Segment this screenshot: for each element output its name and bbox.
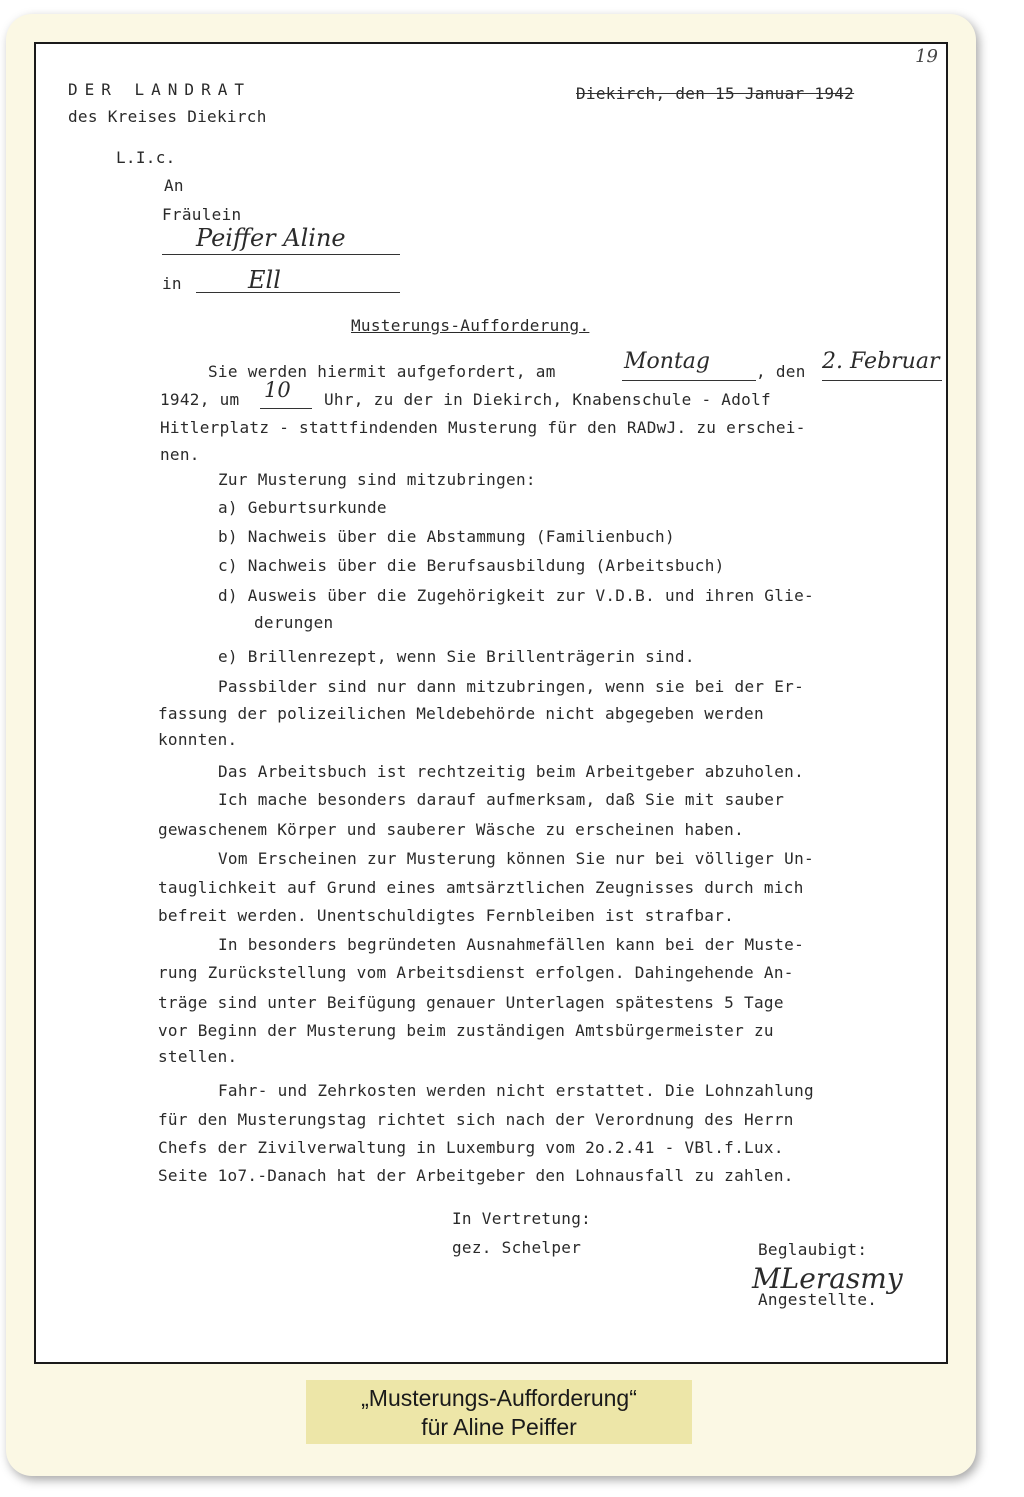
recipient-salutation: Fräulein — [162, 205, 242, 224]
handwritten-date: 2. Februar — [822, 349, 940, 374]
caption-subtitle: für Aline Peiffer — [421, 1414, 577, 1440]
body-line: fassung der polizeilichen Meldebehörde nicht abgegeben werden — [158, 704, 764, 723]
body-line: vor Beginn der Musterung beim zuständigen Amtsbürgermeister zu — [158, 1021, 774, 1040]
item-e: e) Brillenrezept, wenn Sie Brillenträgerin sind. — [218, 647, 695, 666]
invitation-line-5: nen. — [160, 445, 200, 464]
recipient-to: An — [164, 176, 184, 195]
item-d-continued: derungen — [254, 613, 334, 632]
handwritten-day: Montag — [624, 349, 710, 374]
invitation-line-2: 1942, um — [160, 390, 240, 409]
body-line: Ich mache besonders darauf aufmerksam, daß Sie mit sauber — [218, 790, 785, 809]
item-d: d) Ausweis über die Zugehörigkeit zur V.D.B. und ihren Glie- — [218, 586, 814, 605]
signed-by: gez. Schelper — [452, 1238, 582, 1257]
invitation-line-1: Sie werden hiermit aufgefordert, am — [208, 362, 556, 381]
body-line: In besonders begründeten Ausnahmefällen kann bei der Muste- — [218, 935, 805, 954]
caption — [306, 1380, 692, 1444]
hour-line — [260, 408, 312, 409]
deputy-label: In Vertretung: — [452, 1209, 592, 1228]
signature: MLerasmy — [752, 1262, 903, 1295]
item-c: c) Nachweis über die Berufsausbildung (Arbeitsbuch) — [218, 556, 725, 575]
place-date: Diekirch, den 15 Januar 1942 — [576, 84, 855, 103]
body-line: stellen. — [158, 1047, 238, 1066]
item-b: b) Nachweis über die Abstammung (Familienbuch) — [218, 527, 675, 546]
invitation-line-4: Hitlerplatz - stattfindenden Musterung für den RADwJ. zu erschei- — [160, 418, 806, 437]
body-line: Vom Erscheinen zur Musterung können Sie nur bei völliger Un- — [218, 849, 814, 868]
invitation-date-label: , den — [756, 362, 806, 381]
body-line: gewaschenem Körper und sauberer Wäsche zu erscheinen haben. — [158, 820, 745, 839]
body-line: für den Musterungstag richtet sich nach der Verordnung des Herrn — [158, 1110, 794, 1129]
recipient-in-label: in — [162, 274, 182, 293]
body-line: befreit werden. Unentschuldigtes Fernbleiben ist strafbar. — [158, 906, 735, 925]
reference-code: L.I.c. — [116, 148, 176, 167]
recipient-name: Peiffer Aline — [196, 224, 346, 252]
authority-district: des Kreises Diekirch — [68, 107, 267, 126]
invitation-line-3: Uhr, zu der in Diekirch, Knabenschule - Adolf — [324, 390, 771, 409]
day-line — [622, 380, 756, 381]
body-line: Seite 1o7.-Danach hat der Arbeitgeber den Lohnausfall zu zahlen. — [158, 1166, 794, 1185]
handwritten-hour: 10 — [264, 378, 291, 402]
body-line: konnten. — [158, 730, 238, 749]
body-line: rung Zurückstellung vom Arbeitsdienst erfolgen. Dahingehende An- — [158, 963, 794, 982]
authority-title: DER LANDRAT — [68, 80, 251, 99]
item-a: a) Geburtsurkunde — [218, 498, 387, 517]
caption-title: „Musterungs-Aufforderung“ — [361, 1385, 637, 1411]
body-line: Chefs der Zivilverwaltung in Luxemburg vom 2o.2.41 - VBl.f.Lux. — [158, 1138, 784, 1157]
document-title: Musterungs-Aufforderung. — [351, 316, 590, 335]
items-intro: Zur Musterung sind mitzubringen: — [218, 470, 536, 489]
page-number: 19 — [915, 46, 938, 67]
town-line — [196, 292, 400, 293]
role-label: Angestellte. — [758, 1290, 878, 1309]
body-line: tauglichkeit auf Grund eines amtsärztlichen Zeugnisses durch mich — [158, 878, 804, 897]
recipient-town: Ell — [248, 266, 281, 294]
date-line — [822, 380, 942, 381]
body-line: träge sind unter Beifügung genauer Unterlagen spätestens 5 Tage — [158, 993, 784, 1012]
certified-label: Beglaubigt: — [758, 1240, 868, 1259]
body-line: Das Arbeitsbuch ist rechtzeitig beim Arbeitgeber abzuholen. — [218, 762, 805, 781]
letter-sheet — [34, 42, 948, 1364]
body-line: Fahr- und Zehrkosten werden nicht erstattet. Die Lohnzahlung — [218, 1081, 814, 1100]
name-line — [162, 254, 400, 255]
body-line: Passbilder sind nur dann mitzubringen, wenn sie bei der Er- — [218, 677, 805, 696]
